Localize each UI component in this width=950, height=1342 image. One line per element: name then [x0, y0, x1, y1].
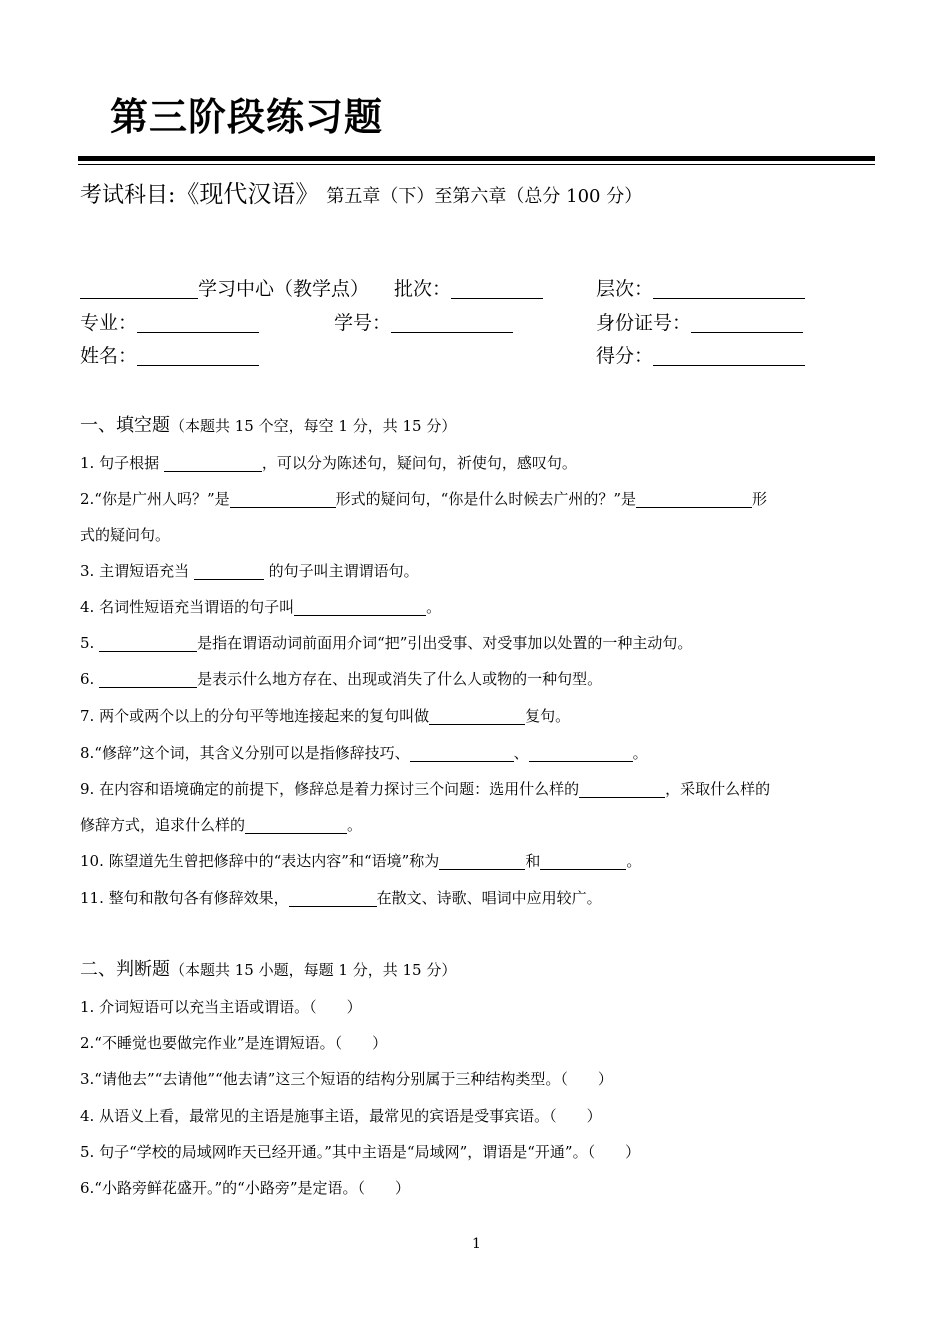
batch-field: [394, 276, 543, 302]
page-title: 第三阶段练习题: [110, 95, 384, 139]
s1-q9-text-a: 9. 在内容和语境确定的前提下，修辞总是着力探讨三个问题：选用什么样的: [80, 780, 580, 798]
header-rule-thick: [78, 156, 875, 161]
subject-line: [80, 178, 642, 213]
s1-q9-blank-1[interactable]: [579, 779, 665, 798]
s1-q5-text-b: 是指在谓语动词前面用介词“把”引出受事、对受事加以处置的一种主动句。: [197, 634, 693, 652]
s2-item: 6.“小路旁鲜花盛开。”的“小路旁”是定语。（ ）: [80, 1179, 410, 1197]
s1-q6-text-b: 是表示什么地方存在、出现或消失了什么人或物的一种句型。: [197, 670, 603, 688]
s1-q11-text-b: 在散文、诗歌、唱词中应用较广。: [376, 889, 602, 907]
s1-q8-blank-2[interactable]: [529, 743, 633, 762]
id-card-label: 身份证号：: [596, 312, 692, 334]
subject-prefix: 考试科目:: [80, 183, 176, 208]
s1-q6: [80, 666, 602, 692]
s1-q3-text-b: 的句子叫主谓谓语句。: [263, 562, 419, 580]
s2-item: 3.“请他去”“去请他”“他去请”这三个短语的结构分别属于三种结构类型。（ ）: [80, 1070, 613, 1088]
score-label: 得分：: [596, 345, 654, 367]
s1-q10-blank-2[interactable]: [540, 851, 626, 870]
s1-q1-text-a: 1. 句子根据: [80, 454, 164, 472]
s1-q3: [80, 558, 419, 584]
section2-note: （本题共 15 小题，每题 1 分，共 15 分）: [170, 961, 457, 979]
batch-label: 批次：: [394, 278, 452, 300]
subject-course: 《现代汉语》: [175, 180, 320, 208]
header-rule-thin: [78, 164, 875, 165]
subject-total: （总分 100 分）: [506, 186, 643, 207]
center-label: 学习中心（教学点）: [198, 278, 370, 300]
s1-q2-blank-2[interactable]: [636, 489, 752, 508]
s1-q9-blank-2[interactable]: [245, 815, 347, 834]
level-label: 层次：: [596, 278, 654, 300]
s1-q8-text-c: 。: [632, 744, 648, 762]
student-id-field: [334, 310, 513, 336]
s1-q9-line2: [80, 812, 362, 838]
s2-item: 1. 介词短语可以充当主语或谓语。（ ）: [80, 998, 362, 1016]
s1-q3-text-a: 3. 主谓短语充当: [80, 562, 194, 580]
s1-q2-blank-1[interactable]: [230, 489, 336, 508]
s1-q10-text-a: 10. 陈望道先生曾把修辞中的“表达内容”和“语境”称为: [80, 852, 440, 870]
section1-title: 一、填空题: [80, 415, 170, 436]
s1-q5-blank[interactable]: [99, 633, 197, 652]
s1-q4-text-b: 。: [426, 598, 442, 616]
id-card-field: [596, 310, 803, 336]
section1-heading: [80, 413, 456, 439]
s1-q10-blank-1[interactable]: [439, 851, 525, 870]
s1-q9-text-d: 。: [347, 816, 363, 834]
s1-q2-line1: [80, 486, 767, 512]
id-card-blank[interactable]: [691, 310, 803, 333]
center-field: [80, 276, 369, 302]
name-label: 姓名：: [80, 345, 138, 367]
level-field: [596, 276, 805, 302]
s1-q4-blank[interactable]: [294, 597, 426, 616]
section2-title: 二、判断题: [80, 959, 170, 980]
s1-q10-text-b: 和: [525, 852, 541, 870]
s1-q10: [80, 848, 641, 874]
major-blank[interactable]: [137, 310, 259, 333]
subject-scope: 第五章（下）至第六章: [326, 186, 507, 207]
student-id-label: 学号：: [334, 312, 392, 334]
s1-q1: [80, 450, 577, 476]
s1-q4: [80, 594, 441, 620]
s1-q11-blank[interactable]: [289, 888, 377, 907]
s1-q8-text-a: 8.“修辞”这个词，其含义分别可以是指修辞技巧、: [80, 744, 410, 762]
s1-q5-text-a: 5.: [80, 634, 100, 652]
s1-q9-text-b: ，采取什么样的: [665, 780, 771, 798]
level-blank[interactable]: [653, 276, 805, 299]
s1-q2-text-a: 2.“你是广州人吗？”是: [80, 490, 230, 508]
s1-q6-text-a: 6.: [80, 670, 100, 688]
section2-heading: [80, 957, 456, 983]
s1-q5: [80, 630, 692, 656]
s1-q7-blank[interactable]: [429, 706, 525, 725]
s1-q8: [80, 740, 648, 766]
s1-q6-blank[interactable]: [99, 669, 197, 688]
s1-q10-text-c: 。: [626, 852, 642, 870]
s1-q2-text-c: 形: [752, 490, 768, 508]
s1-q3-blank[interactable]: [194, 561, 264, 580]
s1-q8-blank-1[interactable]: [410, 743, 514, 762]
center-blank[interactable]: [80, 276, 198, 299]
s1-q8-text-b: 、: [513, 744, 529, 762]
s1-q9-line1: [80, 776, 770, 802]
s1-q1-blank[interactable]: [164, 453, 262, 472]
score-field: [596, 343, 805, 369]
s1-q2-text-b: 形式的疑问句，“你是什么时候去广州的？”是: [335, 490, 636, 508]
score-blank[interactable]: [653, 343, 805, 366]
s1-q7-text-b: 复句。: [525, 707, 571, 725]
s1-q11: [80, 885, 602, 911]
page-number: 1: [472, 1236, 481, 1252]
name-field: [80, 343, 259, 369]
s2-item: 2.“不睡觉也要做完作业”是连谓短语。（ ）: [80, 1034, 388, 1052]
major-field: [80, 310, 259, 336]
student-id-blank[interactable]: [391, 310, 513, 333]
s2-item: 5. 句子“学校的局域网昨天已经开通。”其中主语是“局域网”，谓语是“开通”。（ ）: [80, 1143, 641, 1161]
s1-q7: [80, 703, 570, 729]
name-blank[interactable]: [137, 343, 259, 366]
s1-q11-text-a: 11. 整句和散句各有修辞效果，: [80, 889, 289, 907]
s2-item: 4. 从语义上看，最常见的主语是施事主语，最常见的宾语是受事宾语。（ ）: [80, 1107, 602, 1125]
s1-q2-line2: 式的疑问句。: [80, 526, 171, 544]
section1-note: （本题共 15 个空，每空 1 分，共 15 分）: [170, 417, 457, 435]
s1-q4-text-a: 4. 名词性短语充当谓语的句子叫: [80, 598, 295, 616]
s1-q9-text-c: 修辞方式，追求什么样的: [80, 816, 246, 834]
s1-q7-text-a: 7. 两个或两个以上的分句平等地连接起来的复句叫做: [80, 707, 430, 725]
batch-blank[interactable]: [451, 276, 543, 299]
major-label: 专业：: [80, 312, 138, 334]
s1-q1-text-b: ，可以分为陈述句，疑问句，祈使句，感叹句。: [261, 454, 577, 472]
